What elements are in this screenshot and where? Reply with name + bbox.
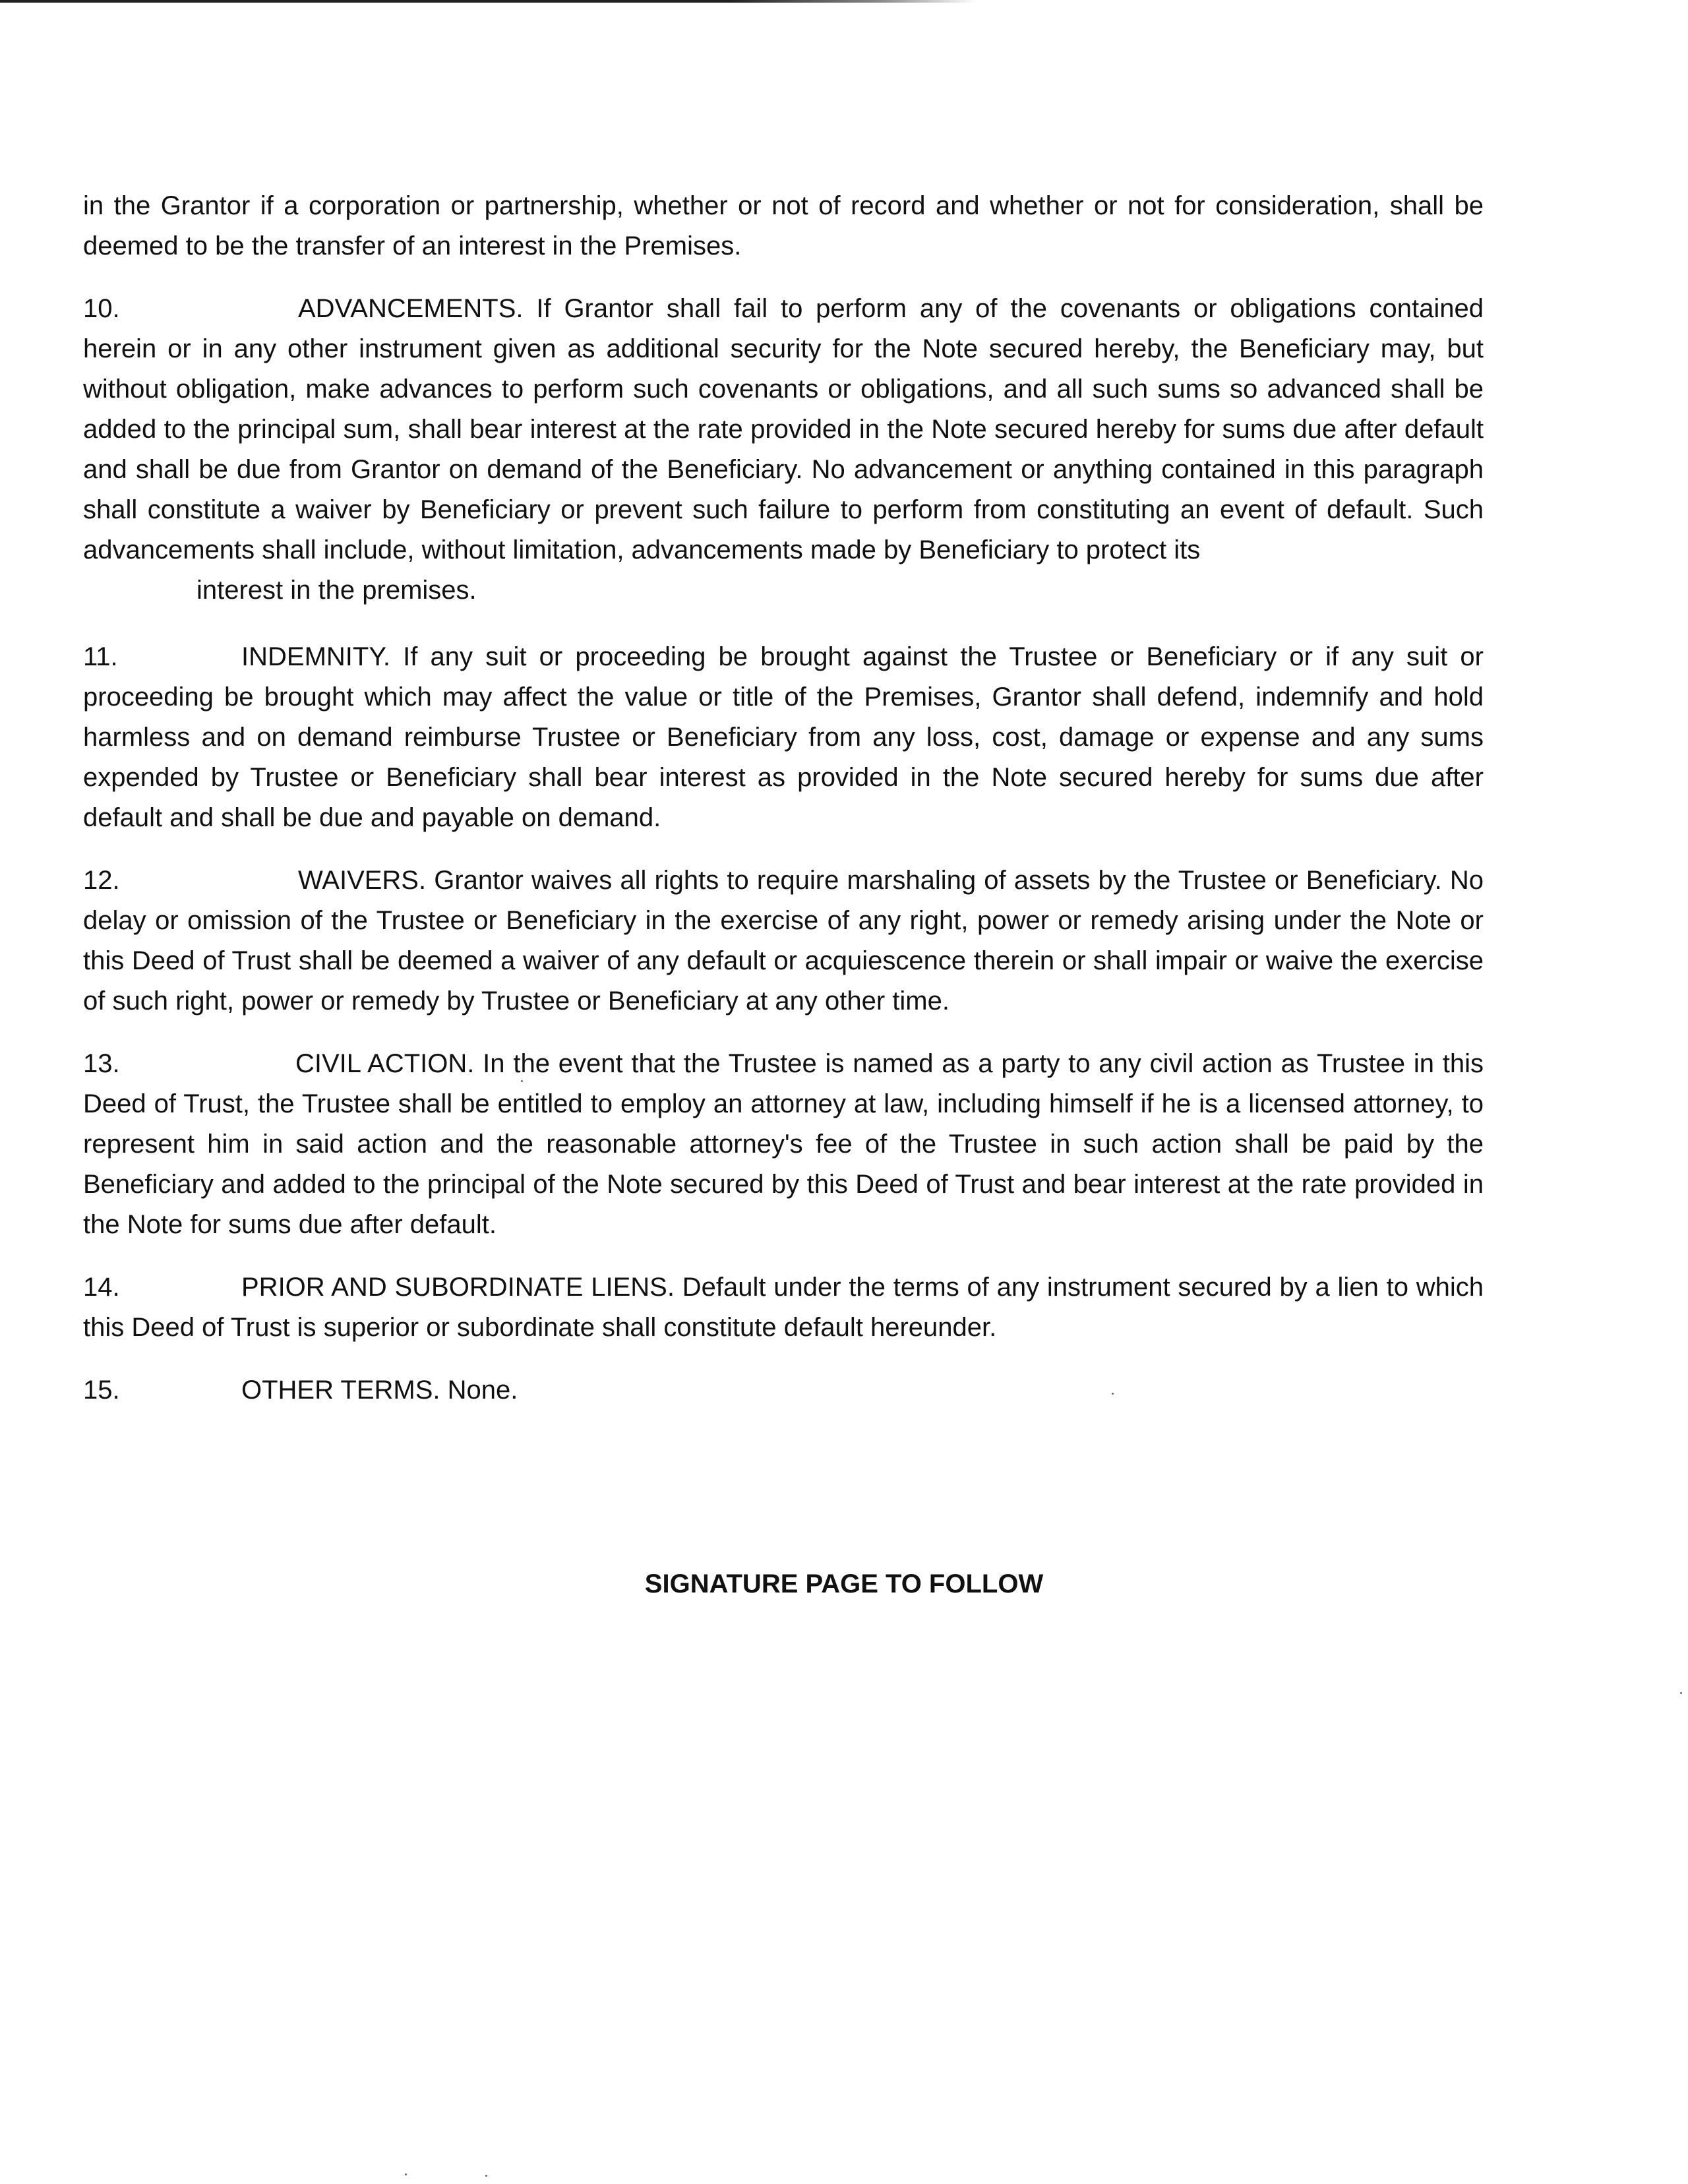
scan-speck bbox=[485, 2175, 487, 2177]
document-body bbox=[83, 186, 1484, 1433]
section-12-waivers bbox=[83, 861, 1484, 1021]
section-number: 13. bbox=[83, 1049, 120, 1078]
section-text: OTHER TERMS. None. bbox=[241, 1376, 518, 1405]
paragraph-text: in the Grantor if a corporation or partnership, whether or not of record and whether or not for consideration, shall be deemed to be the transfer of an interest in the Premises. bbox=[83, 191, 1484, 260]
section-text: CIVIL ACTION. In the event that the Trustee is named as a party to any civil action as Trustee in this Deed of Trust, the Trustee shall be entitled to employ an attorney at law, including himself if he is a licensed attorney, to represent him in said action and the reasonable attorney's fee of the Trustee in such action shall be paid by the Beneficiary and added to the principal of the Note secured by this Deed of Trust and bear interest at the rate provided in the Note for sums due after default. bbox=[83, 1049, 1484, 1239]
section-number: 12. bbox=[83, 866, 120, 895]
section-text: INDEMNITY. If any suit or proceeding be brought against the Trustee or Beneficiary or if any suit or proceeding be brought which may affect the value or title of the Premises, Grantor shall defend, indemnify and hold harmless and on demand reimburse Trustee or Beneficiary from any loss, cost, damage or expense and any sums expended by Trustee or Beneficiary shall bear interest as provided in the Note secured hereby for sums due after default and shall be due and payable on demand. bbox=[83, 642, 1484, 832]
section-11-indemnity bbox=[83, 637, 1484, 838]
section-number: 11. bbox=[83, 642, 118, 671]
section-13-civil-action bbox=[83, 1044, 1484, 1245]
scan-speck bbox=[405, 2173, 407, 2175]
section-number: 10. bbox=[83, 294, 120, 323]
scan-speck bbox=[1112, 1393, 1114, 1395]
section-text: ADVANCEMENTS. If Grantor shall fail to perform any of the covenants or obligations contained herein or in any other instrument given as additional security for the Note secured hereby, the Beneficiary may, but without obligation, make advances to perform such covenants or obligations, and all such sums so advanced shall be added to the principal sum, shall bear interest at the rate provided in the Note secured hereby for sums due after default and shall be due from Grantor on demand of the Beneficiary. No advancement or anything contained in this paragraph shall constitute a waiver by Beneficiary or prevent such failure to perform from constituting an event of default. Such advancements shall include, without limitation, advancements made by Beneficiary to protect its bbox=[83, 294, 1484, 564]
section-tail: interest in the premises. bbox=[196, 576, 477, 605]
scan-speck bbox=[1680, 1692, 1682, 1694]
scan-edge-line bbox=[0, 0, 976, 3]
paragraph-continuation bbox=[83, 186, 1484, 266]
scan-speck bbox=[521, 1080, 523, 1082]
signature-page-heading: SIGNATURE PAGE TO FOLLOW bbox=[644, 1569, 1044, 1598]
section-15-other-terms bbox=[83, 1370, 1484, 1410]
section-14-prior-liens bbox=[83, 1267, 1484, 1348]
section-10-advancements bbox=[83, 289, 1484, 611]
section-text: PRIOR AND SUBORDINATE LIENS. Default under the terms of any instrument secured by a lien to which this Deed of Trust is superior or subordinate shall constitute default hereunder. bbox=[83, 1273, 1484, 1342]
section-number: 14. bbox=[83, 1273, 120, 1302]
section-number: 15. bbox=[83, 1376, 120, 1405]
section-text: WAIVERS. Grantor waives all rights to require marshaling of assets by the Trustee or Beneficiary. No delay or omission of the Trustee or Beneficiary in the exercise of any right, power or remedy arising under the Note or this Deed of Trust shall be deemed a waiver of any default or acquiescence therein or shall impair or waive the exercise of such right, power or remedy by Trustee or Beneficiary at any other time. bbox=[83, 866, 1484, 1016]
